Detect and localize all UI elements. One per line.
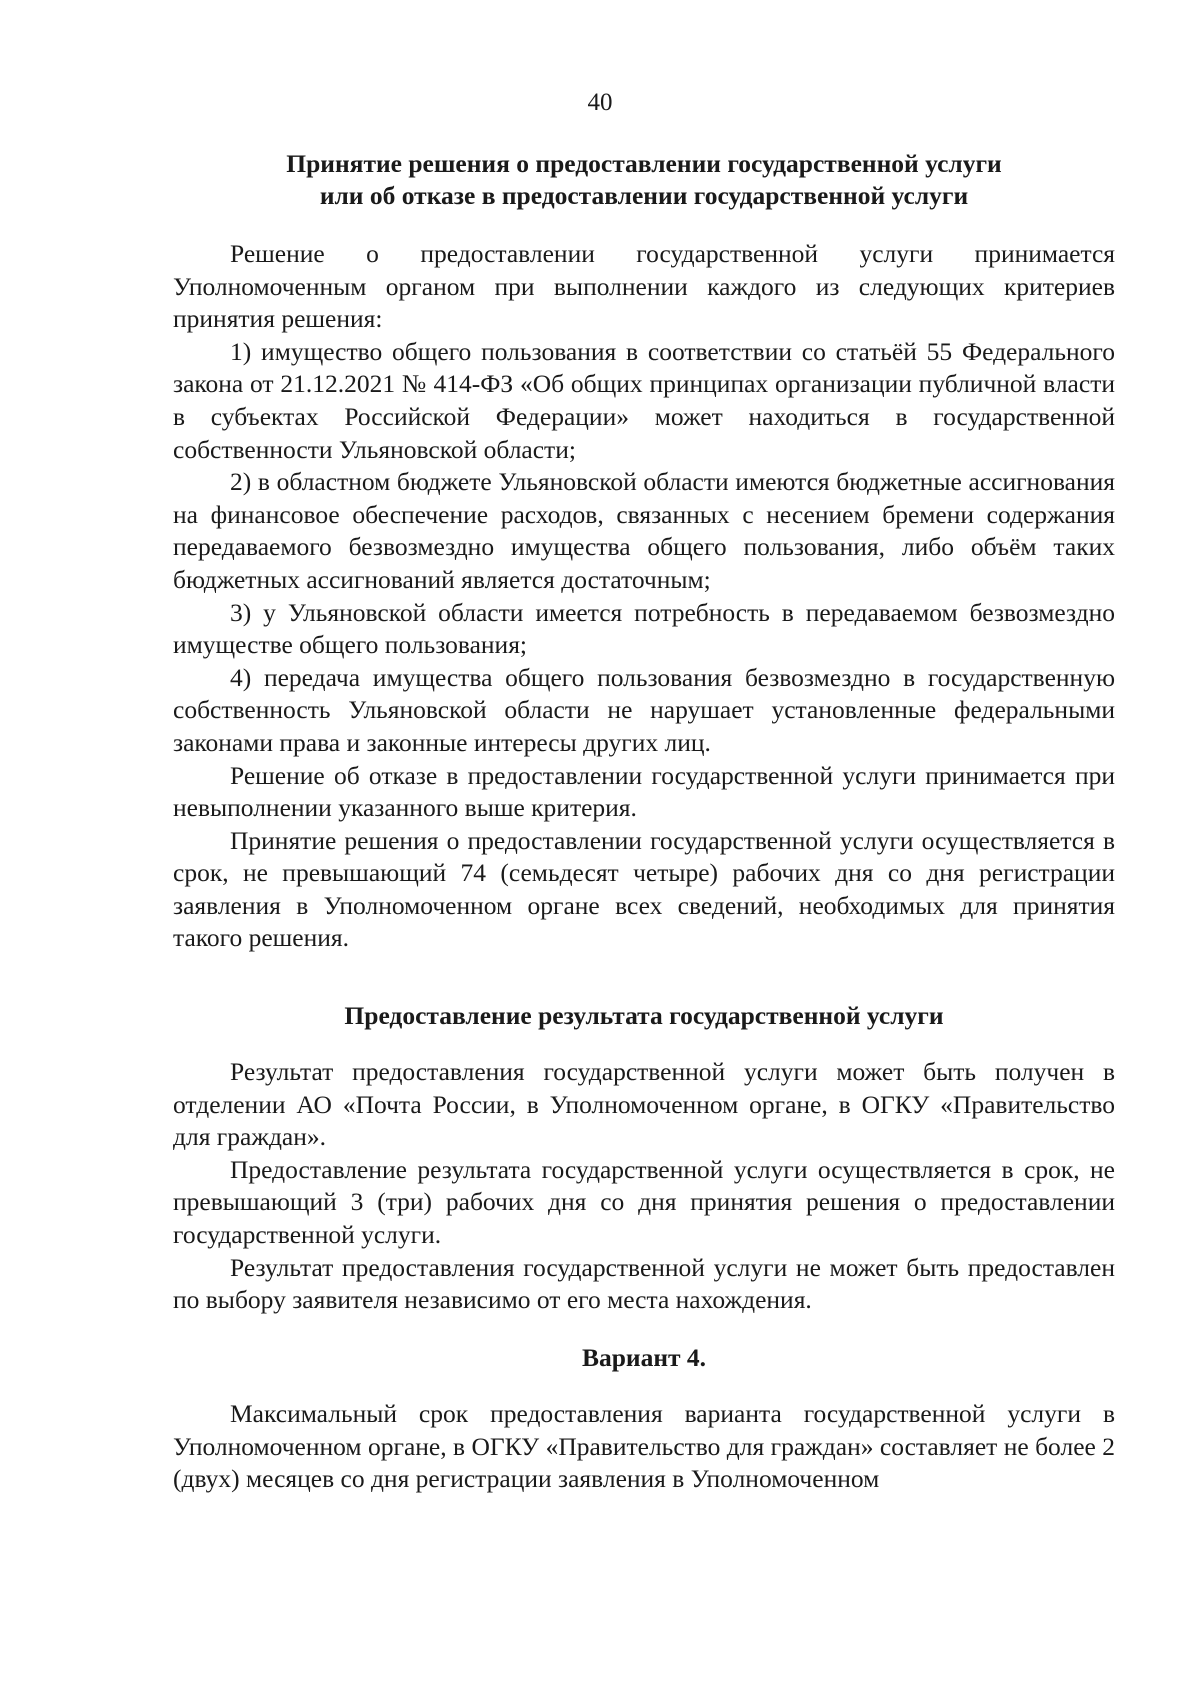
paragraph: Максимальный срок предоставления варианта государственной услуги в Уполномоченном органе, в ОГКУ «Правительство для граждан» составляет не более 2 (двух) месяцев со дня регистрации заявления в Уполномоченном (173, 1399, 1115, 1494)
section-heading: Предоставление результата государственной услуги (344, 1001, 944, 1030)
section-decision (173, 148, 1115, 212)
paragraph: Предоставление результата государственной услуги осуществляется в срок, не превышающий 3 (три) рабочих дня со дня принятия решения о предоставлении государственной услуги. (173, 1154, 1115, 1249)
paragraph: Решение об отказе в предоставлении государственной услуги принимается при невыполнении указанного выше критерия. (173, 760, 1115, 823)
section-decision-body (173, 238, 1115, 955)
page-number: 40 (587, 89, 613, 116)
section-result (173, 1000, 1115, 1032)
paragraph: Решение о предоставлении государственной услуги принимается Уполномоченным органом при выполнении каждого из следующих критериев принятия решения: (173, 239, 1115, 334)
paragraph: Результат предоставления государственной услуги может быть получен в отделении АО «Почта России, в Уполномоченном органе, в ОГКУ «Правительство для граждан». (173, 1057, 1115, 1152)
section-variant (173, 1342, 1115, 1374)
criterion-2: 2) в областном бюджете Ульяновской области имеются бюджетные ассигнования на финансовое обеспечение расходов, связанных с несением бремени содержания передаваемого безвозмездно имущества общего пользования, либо объём таких бюджетных ассигнований является достаточным; (173, 467, 1115, 594)
criterion-4: 4) передача имущества общего пользования безвозмездно в государственную собственность Ульяновской области не нарушает установленные федеральными законами права и законные интересы других лиц. (173, 662, 1115, 757)
section-heading: Вариант 4. (581, 1343, 707, 1372)
criterion-3: 3) у Ульяновской области имеется потребность в передаваемом безвозмездно имуществе общего пользования; (173, 597, 1115, 660)
heading-line: или об отказе в предоставлении государственной услуги (319, 181, 969, 210)
paragraph: Результат предоставления государственной услуги не может быть предоставлен по выбору заявителя независимо от его места нахождения. (173, 1252, 1115, 1315)
heading-line: Принятие решения о предоставлении государственной услуги (286, 149, 1002, 178)
criterion-1: 1) имущество общего пользования в соответствии со статьёй 55 Федерального закона от 21.12.2021 № 414-ФЗ «Об общих принципах организации публичной власти в субъектах Российской Федерации» может находиться в государственной собственности Ульяновской области; (173, 336, 1115, 464)
section-heading (173, 148, 1115, 212)
paragraph: Принятие решения о предоставлении государственной услуги осуществляется в срок, не превышающий 74 (семьдесят четыре) рабочих дня со дня регистрации заявления в Уполномоченном органе всех сведений, необходимых для принятия такого решения. (173, 825, 1115, 953)
section-result-body (173, 1056, 1115, 1317)
section-variant-body (173, 1398, 1115, 1496)
